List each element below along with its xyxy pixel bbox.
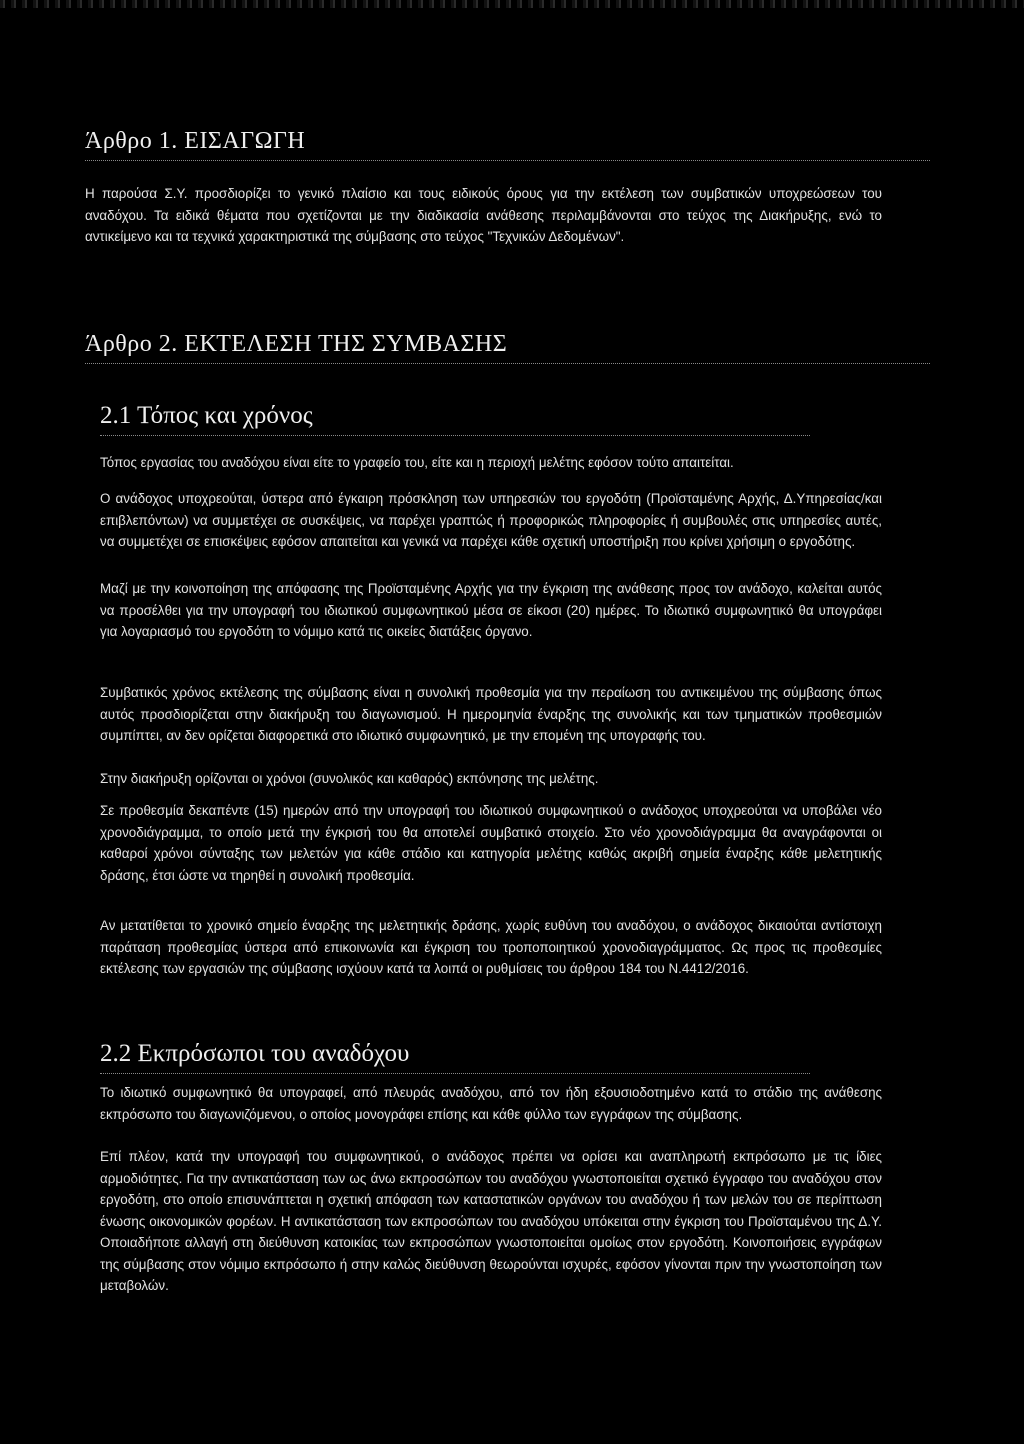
section-2-1-heading: 2.1 Τόπος και χρόνος bbox=[100, 402, 810, 436]
section-2-2-heading: 2.2 Εκπρόσωποι του αναδόχου bbox=[100, 1040, 810, 1074]
section-2-2-paragraph-1: Το ιδιωτικό συμφωνητικό θα υπογραφεί, από πλευράς αναδόχου, από τον ήδη εξουσιοδοτημένο κατά το στάδιο της ανάθεσης εκπρόσωπο του διαγωνιζόμενου, ο οποίος μονογράφει επίσης και κάθε φύλλο των εγγράφων της σύμβασης. bbox=[100, 1085, 882, 1122]
section-2-1-paragraph-7: Αν μετατίθεται το χρονικό σημείο έναρξης της μελετητικής δράσης, χωρίς ευθύνη του αναδόχου, ο ανάδοχος δικαιούται αντίστοιχη παράταση προθεσμίας ύστερα από επικοινωνία και έγκριση του τροποποιητικού χρονοδιαγράμματος. Ως προς τις προθεσμίες εκτέλεσης των εργασιών της σύμβασης ισχύουν κατά τα λοιπά οι ρυθμίσεις του άρθρου 184 του Ν.4412/2016. bbox=[100, 918, 882, 976]
section-2-1-paragraph-5: Στην διακήρυξη ορίζονται οι χρόνοι (συνολικός και καθαρός) εκπόνησης της μελέτης. bbox=[100, 771, 599, 786]
section-2-1-paragraph-2: Ο ανάδοχος υποχρεούται, ύστερα από έγκαιρη πρόσκληση των υπηρεσιών του εργοδότη (Προϊσταμένης Αρχής, Δ.Υπηρεσίας/και επιβλεπόντων) να συμμετέχει σε συσκέψεις, να παρέχει γραπτώς ή προφορικώς πληροφορίες ή συμβουλές στις υπηρεσίες αυτές, να συμμετέχει σε επισκέψεις εφόσον απαιτείται και γενικά να παρέχει κάθε σχετική υποστήριξη που κρίνει χρήσιμη ο εργοδότης. bbox=[100, 491, 882, 549]
scan-edge-artifact bbox=[0, 0, 1024, 8]
section-2-1-paragraph-1: Τόπος εργασίας του αναδόχου είναι είτε το γραφείο του, είτε και η περιοχή μελέτης εφόσον τούτο απαιτείται. bbox=[100, 455, 734, 470]
section-2-1-paragraph-6: Σε προθεσμία δεκαπέντε (15) ημερών από την υπογραφή του ιδιωτικού συμφωνητικού ο ανάδοχος υποχρεούται να υποβάλει νέο χρονοδιάγραμμα, το οποίο μετά την έγκρισή του θα αποτελεί συμβατικό στοιχείο. Στο νέο χρονοδιάγραμμα θα αναγράφονται οι καθαροί χρόνοι σύνταξης των μελετών για κάθε στάδιο και κατηγορία μελέτης καθώς ακριβή σημεία έναρξης κάθε μελετητικής δράσης, έτσι ώστε να τηρηθεί η συνολική προθεσμία. bbox=[100, 803, 882, 883]
article-1-heading: Άρθρο 1. ΕΙΣΑΓΩΓΗ bbox=[85, 128, 930, 161]
article-2-heading: Άρθρο 2. ΕΚΤΕΛΕΣΗ ΤΗΣ ΣΥΜΒΑΣΗΣ bbox=[85, 331, 930, 364]
section-2-1-paragraph-3: Μαζί με την κοινοποίηση της απόφασης της Προϊσταμένης Αρχής για την έγκριση της ανάθεσης προς τον ανάδοχο, καλείται αυτός να προσέλθει για την υπογραφή του ιδιωτικού συμφωνητικού μέσα σε είκοσι (20) ημέρες. Το ιδιωτικό συμφωνητικό θα υπογράφει για λογαριασμό του εργοδότη το νόμιμο κατά τις οικείες διατάξεις όργανο. bbox=[100, 581, 882, 639]
section-2-2-paragraph-2: Επί πλέον, κατά την υπογραφή του συμφωνητικού, ο ανάδοχος πρέπει να ορίσει και αναπληρωτή εκπρόσωπο με τις ίδιες αρμοδιότητες. Για την αντικατάσταση των ως άνω εκπροσώπων του αναδόχου γνωστοποιείται σχετικό έγγραφο του αναδόχου στον εργοδότη, στο οποίο επισυνάπτεται η σχετική απόφαση των καταστατικών οργάνων του αναδόχου ή των μελών του σε περίπτωση ένωσης οικονομικών φορέων. Η αντικατάσταση των εκπροσώπων του αναδόχου υπόκειται στην έγκριση του Προϊσταμένου της Δ.Υ. Οποιαδήποτε αλλαγή στη διεύθυνση κατοικίας των εκπροσώπων γνωστοποιείται ομοίως στον εργοδότη. Κοινοποιήσεις εγγράφων της σύμβασης στον νόμιμο εκπρόσωπο ή στην καλώς διεύθυνση θεωρούνται ισχυρές, εφόσον γίνονται πριν την γνωστοποίηση των μεταβολών. bbox=[100, 1149, 882, 1293]
article-1-intro-paragraph: Η παρούσα Σ.Υ. προσδιορίζει το γενικό πλαίσιο και τους ειδικούς όρους για την εκτέλεση των συμβατικών υποχρεώσεων του αναδόχου. Τα ειδικά θέματα που σχετίζονται με την διαδικασία ανάθεσης περιλαμβάνονται στο τεύχος της Διακήρυξης, ενώ το αντικείμενο και τα τεχνικά χαρακτηριστικά της σύμβασης στο τεύχος "Τεχνικών Δεδομένων". bbox=[85, 186, 882, 244]
section-2-1-paragraph-4: Συμβατικός χρόνος εκτέλεσης της σύμβασης είναι η συνολική προθεσμία για την περαίωση του αντικειμένου της σύμβασης όπως αυτός προσδιορίζεται στην διακήρυξη του διαγωνισμού. Η ημερομηνία έναρξης της συνολικής και των τμηματικών προθεσμιών συμπίπτει, αν δεν ορίζεται διαφορετικά στο ιδιωτικό συμφωνητικό, με την επομένη της υπογραφής του. bbox=[100, 685, 882, 743]
